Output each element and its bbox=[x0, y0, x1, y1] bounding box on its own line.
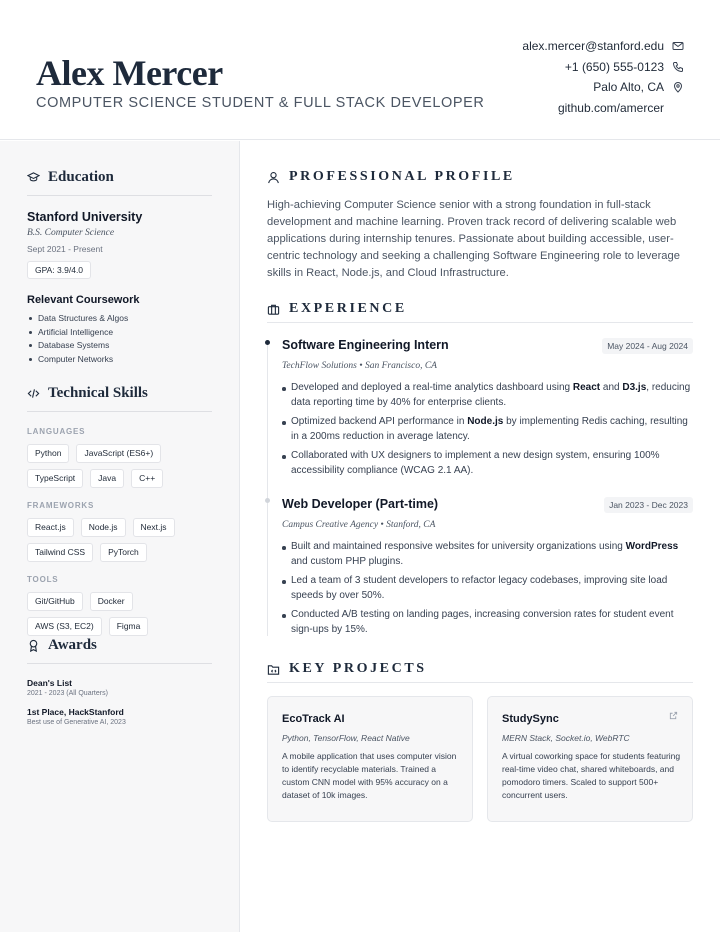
profile-heading bbox=[267, 167, 693, 187]
user-icon bbox=[267, 171, 280, 184]
project-description: A mobile application that uses computer vision to identify recyclable materials. Trained a custom CNN model with 95% accuracy on a dataset of 10k images. bbox=[282, 751, 457, 800]
coursework-list bbox=[27, 313, 212, 367]
awards-title: Awards bbox=[48, 636, 97, 653]
skill-chip: PyTorch bbox=[100, 543, 147, 562]
divider bbox=[267, 322, 693, 323]
skill-chip: Figma bbox=[109, 617, 149, 636]
job-company: TechFlow Solutions • San Francisco, CA bbox=[282, 361, 437, 371]
skill-chip: Python bbox=[27, 444, 69, 463]
folder-code-icon bbox=[267, 663, 280, 676]
skill-chip: Node.js bbox=[81, 518, 126, 537]
mail-icon bbox=[672, 40, 684, 52]
phone-text[interactable]: +1 (650) 555-0123 bbox=[564, 59, 664, 74]
project-card[interactable] bbox=[487, 696, 693, 822]
languages-label: LANGUAGES bbox=[27, 427, 86, 436]
profile-section bbox=[267, 167, 693, 282]
awards-section bbox=[27, 633, 212, 726]
timeline-dot bbox=[265, 498, 270, 503]
location-text: Palo Alto, CA bbox=[593, 80, 664, 95]
list-item: Data Structures & Algos bbox=[27, 313, 212, 327]
projects-title: KEY PROJECTS bbox=[289, 661, 427, 676]
email-text[interactable]: alex.mercer@stanford.edu bbox=[522, 39, 664, 54]
skill-chip: Docker bbox=[90, 592, 133, 611]
project-title: StudySync bbox=[502, 713, 559, 725]
job-title: Software Engineering Intern bbox=[282, 338, 449, 352]
list-item: Conducted A/B testing on landing pages, increasing conversion rates for student event sign-ups by 15%. bbox=[282, 608, 693, 637]
award-subtitle: 2021 - 2023 (All Quarters) bbox=[27, 690, 108, 697]
list-item: Artificial Intelligence bbox=[27, 327, 212, 341]
sidebar bbox=[0, 141, 240, 932]
divider bbox=[267, 682, 693, 683]
contact-block bbox=[522, 36, 684, 118]
job-dates: May 2024 - Aug 2024 bbox=[602, 338, 693, 354]
award-item bbox=[27, 707, 212, 726]
job-dates: Jan 2023 - Dec 2023 bbox=[604, 497, 693, 513]
skill-chip: TypeScript bbox=[27, 469, 83, 488]
school-name: Stanford University bbox=[27, 210, 143, 224]
education-section bbox=[27, 165, 212, 367]
timeline-line bbox=[267, 342, 268, 636]
experience-title: EXPERIENCE bbox=[289, 301, 407, 316]
projects-heading bbox=[267, 659, 693, 679]
graduation-cap-icon bbox=[27, 171, 40, 184]
languages-chips bbox=[27, 444, 212, 488]
skills-section bbox=[27, 381, 212, 636]
candidate-subtitle: COMPUTER SCIENCE STUDENT & FULL STACK DEVELOPER bbox=[36, 95, 485, 111]
list-item: Collaborated with UX designers to implement a new design system, ensuring 100% accessibility compliance (WCAG 2.1 AA). bbox=[282, 449, 693, 478]
skill-chip: Java bbox=[90, 469, 124, 488]
coursework-title: Relevant Coursework bbox=[27, 294, 140, 306]
profile-text: High-achieving Computer Science senior with a strong foundation in full-stack development and machine learning. Proven track record of delivering scalable web applications during internship tenures. Passionate about building accessible, user-centric technology and seeking a challenging Software Engineering role to leverage skills in React, Node.js, and Cloud Infrastructure. bbox=[267, 199, 680, 279]
map-pin-icon bbox=[672, 81, 684, 93]
projects-section bbox=[267, 659, 693, 683]
skill-chip: Git/GitHub bbox=[27, 592, 83, 611]
contact-phone[interactable] bbox=[522, 57, 684, 78]
external-link-icon[interactable] bbox=[669, 711, 678, 720]
project-card[interactable] bbox=[267, 696, 473, 822]
award-item bbox=[27, 678, 212, 697]
divider bbox=[27, 195, 212, 196]
skill-chip: Tailwind CSS bbox=[27, 543, 93, 562]
project-tech: Python, TensorFlow, React Native bbox=[282, 733, 410, 743]
project-tech: MERN Stack, Socket.io, WebRTC bbox=[502, 733, 630, 743]
education-dates: Sept 2021 - Present bbox=[27, 244, 103, 254]
experience-heading bbox=[267, 299, 693, 319]
frameworks-chips bbox=[27, 518, 212, 562]
gpa-badge: GPA: 3.9/4.0 bbox=[27, 261, 91, 279]
award-title: 1st Place, HackStanford bbox=[27, 707, 124, 717]
degree: B.S. Computer Science bbox=[27, 228, 115, 238]
contact-location bbox=[522, 77, 684, 98]
experience-section bbox=[267, 299, 693, 323]
phone-icon bbox=[672, 61, 684, 73]
list-item: Led a team of 3 student developers to refactor legacy codebases, improving site load speeds by over 50%. bbox=[282, 574, 693, 603]
list-item: Database Systems bbox=[27, 340, 212, 354]
contact-email[interactable] bbox=[522, 36, 684, 57]
job-bullets bbox=[282, 540, 693, 642]
project-title: EcoTrack AI bbox=[282, 713, 345, 725]
frameworks-label: FRAMEWORKS bbox=[27, 501, 95, 510]
tools-chips bbox=[27, 592, 212, 636]
candidate-name: Alex Mercer bbox=[36, 53, 223, 93]
code-icon bbox=[27, 387, 40, 400]
list-item: Developed and deployed a real-time analytics dashboard using React and D3.js, reducing data reporting time by 40% for enterprise clients. bbox=[282, 381, 693, 410]
skill-chip: JavaScript (ES6+) bbox=[76, 444, 161, 463]
project-description: A virtual coworking space for students featuring real-time video chat, shared whiteboards, and pomodoro timers. Scaled to support 500+ concurrent users. bbox=[502, 751, 681, 800]
award-icon bbox=[27, 639, 40, 652]
divider bbox=[27, 411, 212, 412]
job-company: Campus Creative Agency • Stanford, CA bbox=[282, 520, 436, 530]
award-title: Dean's List bbox=[27, 678, 73, 688]
github-text[interactable]: github.com/amercer bbox=[557, 100, 664, 115]
education-heading bbox=[27, 165, 212, 189]
skill-chip: Next.js bbox=[133, 518, 175, 537]
briefcase-icon bbox=[267, 303, 280, 316]
job-title: Web Developer (Part-time) bbox=[282, 497, 439, 511]
skill-chip: AWS (S3, EC2) bbox=[27, 617, 102, 636]
tools-label: TOOLS bbox=[27, 575, 59, 584]
list-item: Computer Networks bbox=[27, 354, 212, 368]
divider bbox=[27, 663, 212, 664]
skill-chip: React.js bbox=[27, 518, 74, 537]
job-bullets bbox=[282, 381, 693, 483]
resume-header bbox=[0, 0, 720, 140]
timeline-dot bbox=[265, 340, 270, 345]
github-icon-spacer bbox=[672, 102, 684, 114]
profile-title: PROFESSIONAL PROFILE bbox=[289, 169, 515, 184]
award-subtitle: Best use of Generative AI, 2023 bbox=[27, 719, 126, 726]
education-title: Education bbox=[48, 168, 114, 185]
list-item: Built and maintained responsive websites for university organizations using WordPress and custom PHP plugins. bbox=[282, 540, 693, 569]
list-item: Optimized backend API performance in Node.js by implementing Redis caching, resulting in a 200ms reduction in average latency. bbox=[282, 415, 693, 444]
skills-title: Technical Skills bbox=[48, 384, 148, 401]
skill-chip: C++ bbox=[131, 469, 163, 488]
awards-heading bbox=[27, 633, 212, 657]
skills-heading bbox=[27, 381, 212, 405]
contact-github[interactable] bbox=[522, 98, 684, 119]
